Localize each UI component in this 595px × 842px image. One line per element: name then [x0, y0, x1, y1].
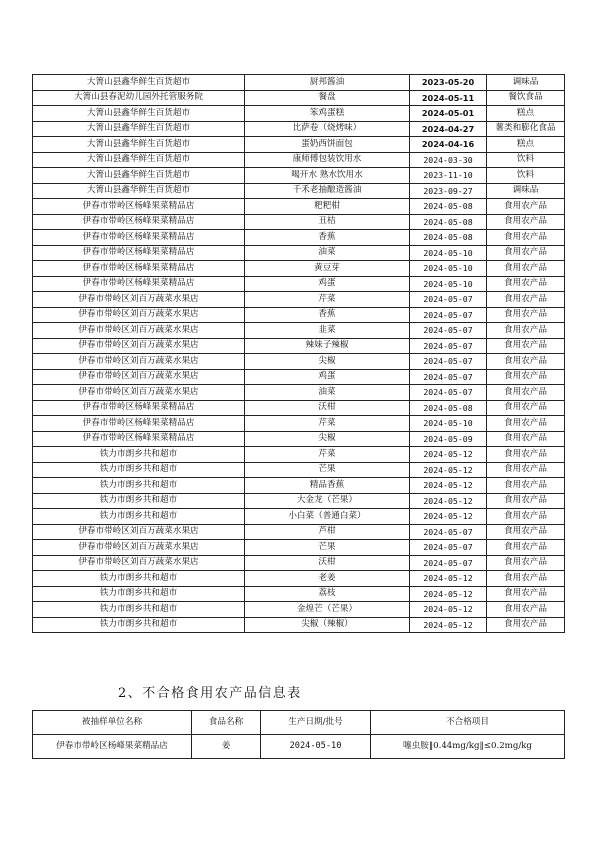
cell-production-date: 2024-05-12	[410, 493, 487, 509]
cell-food-category: 食用农产品	[487, 230, 565, 246]
cell-food-name: 油菜	[245, 385, 410, 401]
cell-sampled-unit: 伊春市带岭区刘百万蔬菜水果店	[33, 524, 245, 540]
table-row	[33, 602, 565, 618]
cell-food-category: 食用农产品	[487, 617, 565, 633]
cell-food-name: 笨鸡蛋糕	[245, 106, 410, 122]
cell-production-date: 2024-05-07	[410, 385, 487, 401]
table-row	[33, 121, 565, 137]
table-row	[33, 276, 565, 292]
cell-production-date: 2024-05-08	[410, 230, 487, 246]
cell-food-category: 食用农产品	[487, 400, 565, 416]
cell-sampled-unit: 铁力市朗乡共和超市	[33, 602, 245, 618]
cell-food-name: 千禾老抽酿造酱油	[245, 183, 410, 199]
cell-food-name: 粑粑柑	[245, 199, 410, 215]
cell-sampled-unit: 伊春市带岭区杨峰果菜精品店	[33, 735, 192, 759]
cell-food-name: 芹菜	[245, 292, 410, 308]
cell-food-name: 韭菜	[245, 323, 410, 339]
cell-sampled-unit: 伊春市带岭区杨峰果菜精品店	[33, 400, 245, 416]
table-row	[33, 509, 565, 525]
cell-food-name: 沃柑	[245, 400, 410, 416]
cell-production-date: 2024-05-12	[410, 462, 487, 478]
cell-food-category: 食用农产品	[487, 602, 565, 618]
cell-food-name: 蛋奶西饼面包	[245, 137, 410, 153]
table-row	[33, 385, 565, 401]
cell-production-date: 2024-05-12	[410, 509, 487, 525]
cell-production-date: 2024-05-11	[410, 90, 487, 106]
cell-sampled-unit: 伊春市带岭区杨峰果菜精品店	[33, 261, 245, 277]
table-row	[33, 199, 565, 215]
cell-food-name: 餐盘	[245, 90, 410, 106]
table-row	[33, 540, 565, 556]
cell-food-category: 食用农产品	[487, 462, 565, 478]
cell-sampled-unit: 铁力市朗乡共和超市	[33, 509, 245, 525]
cell-food-name: 金煌芒（芒果）	[245, 602, 410, 618]
table-row	[33, 555, 565, 571]
cell-food-category: 糕点	[487, 106, 565, 122]
cell-sampled-unit: 伊春市带岭区刘百万蔬菜水果店	[33, 354, 245, 370]
cell-sampled-unit: 伊春市带岭区杨峰果菜精品店	[33, 416, 245, 432]
cell-sampled-unit: 大箐山县鑫华鲜生百货超市	[33, 121, 245, 137]
cell-food-name: 喝开水 熟水饮用水	[245, 168, 410, 184]
table-row	[33, 183, 565, 199]
cell-production-date: 2024-03-30	[410, 152, 487, 168]
cell-production-date: 2024-05-12	[410, 447, 487, 463]
cell-sampled-unit: 伊春市带岭区刘百万蔬菜水果店	[33, 292, 245, 308]
cell-food-name: 大金龙（芒果）	[245, 493, 410, 509]
header-food-name: 食品名称	[192, 711, 261, 735]
cell-food-name: 厨邦酱油	[245, 75, 410, 91]
cell-production-date: 2023-05-20	[410, 75, 487, 91]
cell-production-date: 2024-05-07	[410, 369, 487, 385]
cell-food-category: 食用农产品	[487, 493, 565, 509]
cell-food-category: 食用农产品	[487, 261, 565, 277]
header-production-date: 生产日期/批号	[261, 711, 371, 735]
cell-food-name: 鸡蛋	[245, 276, 410, 292]
cell-food-category: 食用农产品	[487, 540, 565, 556]
cell-food-name: 芒果	[245, 462, 410, 478]
cell-sampled-unit: 大箐山县鑫华鲜生百货超市	[33, 75, 245, 91]
table-row	[33, 152, 565, 168]
cell-production-date: 2024-05-08	[410, 214, 487, 230]
cell-food-name: 辣妹子辣椒	[245, 338, 410, 354]
cell-food-category: 食用农产品	[487, 416, 565, 432]
cell-production-date: 2024-05-01	[410, 106, 487, 122]
table-row	[33, 369, 565, 385]
table-row	[33, 168, 565, 184]
table-row	[33, 617, 565, 633]
cell-sampled-unit: 伊春市带岭区刘百万蔬菜水果店	[33, 385, 245, 401]
table-row	[33, 338, 565, 354]
cell-production-date: 2024-05-07	[410, 323, 487, 339]
cell-food-name: 芹菜	[245, 416, 410, 432]
table-row	[33, 524, 565, 540]
cell-food-category: 饮料	[487, 152, 565, 168]
cell-sampled-unit: 伊春市带岭区杨峰果菜精品店	[33, 431, 245, 447]
cell-food-name: 芦柑	[245, 524, 410, 540]
sampling-results-body	[33, 75, 565, 633]
header-unqualified-item: 不合格项目	[371, 711, 565, 735]
cell-sampled-unit: 铁力市朗乡共和超市	[33, 493, 245, 509]
cell-production-date: 2024-05-10	[410, 276, 487, 292]
cell-sampled-unit: 伊春市带岭区杨峰果菜精品店	[33, 276, 245, 292]
cell-production-date: 2024-05-08	[410, 199, 487, 215]
cell-production-date: 2024-04-27	[410, 121, 487, 137]
cell-sampled-unit: 大箐山县鑫华鲜生百货超市	[33, 106, 245, 122]
cell-production-date: 2024-05-07	[410, 338, 487, 354]
cell-food-name: 荔枝	[245, 586, 410, 602]
table-row	[33, 571, 565, 587]
cell-sampled-unit: 铁力市朗乡共和超市	[33, 571, 245, 587]
cell-food-name: 尖椒	[245, 431, 410, 447]
table-row	[33, 214, 565, 230]
table-row	[33, 75, 565, 91]
cell-food-category: 饮料	[487, 168, 565, 184]
table-row	[33, 230, 565, 246]
cell-unqualified-item: 噻虫胺‖0.44mg/kg‖≤0.2mg/kg	[371, 735, 565, 759]
cell-food-name: 尖椒	[245, 354, 410, 370]
cell-production-date: 2024-05-07	[410, 354, 487, 370]
table-row	[33, 307, 565, 323]
cell-production-date: 2024-05-12	[410, 617, 487, 633]
cell-sampled-unit: 伊春市带岭区杨峰果菜精品店	[33, 230, 245, 246]
cell-sampled-unit: 伊春市带岭区刘百万蔬菜水果店	[33, 338, 245, 354]
table-row	[33, 400, 565, 416]
cell-food-name: 沃柑	[245, 555, 410, 571]
cell-production-date: 2024-05-12	[410, 586, 487, 602]
cell-food-category: 食用农产品	[487, 323, 565, 339]
table-row	[33, 90, 565, 106]
cell-food-name: 芹菜	[245, 447, 410, 463]
cell-sampled-unit: 大箐山县鑫华鲜生百货超市	[33, 152, 245, 168]
cell-food-name: 精品香蕉	[245, 478, 410, 494]
cell-sampled-unit: 铁力市朗乡共和超市	[33, 617, 245, 633]
cell-food-name: 黄豆芽	[245, 261, 410, 277]
cell-food-name: 丑桔	[245, 214, 410, 230]
cell-food-category: 食用农产品	[487, 354, 565, 370]
cell-food-category: 食用农产品	[487, 431, 565, 447]
cell-food-category: 食用农产品	[487, 307, 565, 323]
cell-sampled-unit: 大箐山县春泥幼儿园外托管服务院	[33, 90, 245, 106]
cell-food-category: 食用农产品	[487, 214, 565, 230]
cell-production-date: 2024-05-09	[410, 431, 487, 447]
table-row	[33, 493, 565, 509]
cell-sampled-unit: 铁力市朗乡共和超市	[33, 447, 245, 463]
cell-food-category: 食用农产品	[487, 571, 565, 587]
header-sampled-unit: 被抽样单位名称	[33, 711, 192, 735]
table-row	[33, 261, 565, 277]
cell-food-name: 比萨卷（烧烤味）	[245, 121, 410, 137]
cell-sampled-unit: 铁力市朗乡共和超市	[33, 462, 245, 478]
cell-food-category: 食用农产品	[487, 555, 565, 571]
cell-sampled-unit: 大箐山县鑫华鲜生百货超市	[33, 168, 245, 184]
cell-sampled-unit: 伊春市带岭区刘百万蔬菜水果店	[33, 307, 245, 323]
cell-production-date: 2024-04-16	[410, 137, 487, 153]
cell-production-date: 2024-05-07	[410, 292, 487, 308]
table-row	[33, 292, 565, 308]
cell-food-category: 食用农产品	[487, 586, 565, 602]
table-row	[33, 478, 565, 494]
cell-food-name: 鸡蛋	[245, 369, 410, 385]
cell-food-category: 食用农产品	[487, 524, 565, 540]
cell-production-date: 2024-05-12	[410, 478, 487, 494]
cell-food-name: 老姜	[245, 571, 410, 587]
cell-food-category: 食用农产品	[487, 245, 565, 261]
cell-sampled-unit: 伊春市带岭区刘百万蔬菜水果店	[33, 540, 245, 556]
unqualified-data-row	[33, 735, 565, 759]
cell-production-date: 2024-05-10	[261, 735, 371, 759]
cell-production-date: 2024-05-07	[410, 555, 487, 571]
table-row	[33, 323, 565, 339]
cell-food-category: 食用农产品	[487, 447, 565, 463]
cell-sampled-unit: 伊春市带岭区刘百万蔬菜水果店	[33, 323, 245, 339]
cell-food-category: 食用农产品	[487, 478, 565, 494]
cell-food-name: 香蕉	[245, 307, 410, 323]
cell-production-date: 2024-05-10	[410, 416, 487, 432]
cell-production-date: 2024-05-12	[410, 602, 487, 618]
cell-food-name: 尖椒（辣椒）	[245, 617, 410, 633]
cell-sampled-unit: 伊春市带岭区刘百万蔬菜水果店	[33, 369, 245, 385]
cell-food-name: 芒果	[245, 540, 410, 556]
cell-production-date: 2024-05-07	[410, 524, 487, 540]
cell-production-date: 2024-05-12	[410, 571, 487, 587]
cell-sampled-unit: 伊春市带岭区杨峰果菜精品店	[33, 214, 245, 230]
cell-food-category: 食用农产品	[487, 509, 565, 525]
cell-food-name: 香蕉	[245, 230, 410, 246]
table-row	[33, 137, 565, 153]
cell-production-date: 2023-11-10	[410, 168, 487, 184]
cell-sampled-unit: 铁力市朗乡共和超市	[33, 478, 245, 494]
cell-production-date: 2024-05-08	[410, 400, 487, 416]
cell-production-date: 2024-05-07	[410, 540, 487, 556]
cell-food-category: 食用农产品	[487, 369, 565, 385]
cell-production-date: 2024-05-10	[410, 261, 487, 277]
cell-food-category: 调味品	[487, 75, 565, 91]
cell-food-category: 食用农产品	[487, 276, 565, 292]
cell-food-category: 餐饮食品	[487, 90, 565, 106]
table-row	[33, 354, 565, 370]
cell-sampled-unit: 伊春市带岭区杨峰果菜精品店	[33, 245, 245, 261]
cell-production-date: 2023-09-27	[410, 183, 487, 199]
cell-food-category: 食用农产品	[487, 385, 565, 401]
cell-food-category: 薯类和膨化食品	[487, 121, 565, 137]
table-row	[33, 462, 565, 478]
cell-food-name: 姜	[192, 735, 261, 759]
table-row	[33, 106, 565, 122]
cell-food-name: 小白菜（普通白菜）	[245, 509, 410, 525]
table-row	[33, 245, 565, 261]
table-row	[33, 447, 565, 463]
cell-food-category: 调味品	[487, 183, 565, 199]
section-heading: 2、不合格食用农产品信息表	[118, 686, 302, 701]
cell-production-date: 2024-05-10	[410, 245, 487, 261]
cell-sampled-unit: 大箐山县鑫华鲜生百货超市	[33, 183, 245, 199]
unqualified-header-row	[33, 711, 565, 735]
cell-sampled-unit: 伊春市带岭区刘百万蔬菜水果店	[33, 555, 245, 571]
sampling-results-table	[32, 74, 565, 633]
table-row	[33, 586, 565, 602]
cell-food-name: 康师傅包装饮用水	[245, 152, 410, 168]
cell-food-category: 食用农产品	[487, 338, 565, 354]
table-row	[33, 431, 565, 447]
cell-food-category: 糕点	[487, 137, 565, 153]
cell-sampled-unit: 大箐山县鑫华鲜生百货超市	[33, 137, 245, 153]
cell-production-date: 2024-05-07	[410, 307, 487, 323]
cell-food-category: 食用农产品	[487, 292, 565, 308]
unqualified-products-table	[32, 710, 565, 759]
cell-sampled-unit: 伊春市带岭区杨峰果菜精品店	[33, 199, 245, 215]
cell-sampled-unit: 铁力市朗乡共和超市	[33, 586, 245, 602]
table-row	[33, 416, 565, 432]
cell-food-name: 油菜	[245, 245, 410, 261]
cell-food-category: 食用农产品	[487, 199, 565, 215]
